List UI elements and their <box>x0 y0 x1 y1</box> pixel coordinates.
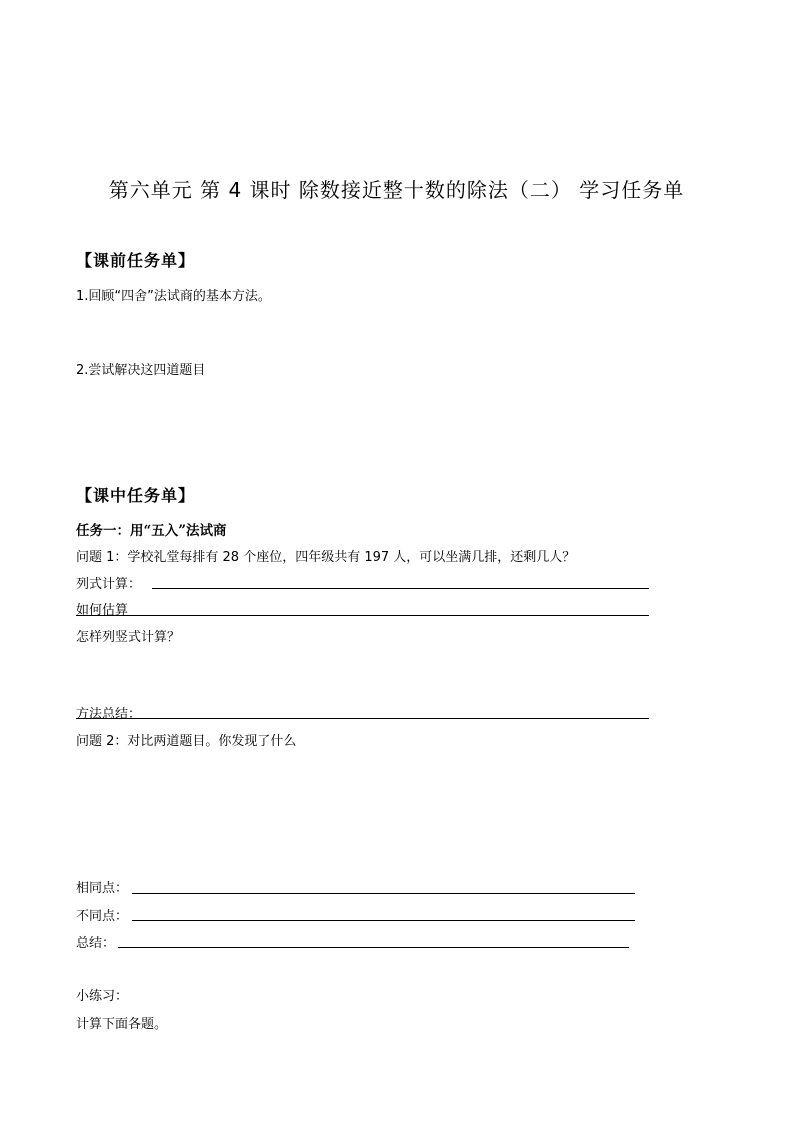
question-1: 问题 1：学校礼堂每排有 28 个座位，四年级共有 197 人，可以坐满几排，还剩几人？ <box>76 550 576 565</box>
pre-class-item-1: 1.回顾“四舍”法试商的基本方法。 <box>76 289 271 304</box>
same-points-label: 相同点： <box>76 881 129 896</box>
estimate-answer-line <box>76 615 649 616</box>
summary-line <box>118 947 629 948</box>
method-summary-line <box>76 718 649 719</box>
summary-label: 总结： <box>76 936 116 951</box>
estimate-label: 如何估算 <box>76 603 129 618</box>
diff-points-label: 不同点： <box>76 909 129 924</box>
task1-title: 任务一：用“五入”法试商 <box>76 523 227 539</box>
calc-label: 列式计算： <box>76 577 142 592</box>
vertical-calc-label: 怎样列竖式计算？ <box>76 630 181 645</box>
practice-label: 小练习： <box>76 989 129 1004</box>
pre-class-heading: 【课前任务单】 <box>76 251 196 270</box>
question-2: 问题 2：对比两道题目。你发现了什么 <box>76 734 297 749</box>
diff-points-line <box>132 920 635 921</box>
method-summary-label: 方法总结： <box>76 707 142 722</box>
same-points-line <box>132 893 635 894</box>
pre-class-item-2: 2.尝试解决这四道题目 <box>76 363 206 378</box>
calc-answer-line <box>152 588 649 589</box>
page-title: 第六单元 第 4 课时 除数接近整十数的除法（二） 学习任务单 <box>108 178 685 202</box>
in-class-heading: 【课中任务单】 <box>76 486 196 505</box>
practice-text: 计算下面各题。 <box>76 1017 168 1032</box>
